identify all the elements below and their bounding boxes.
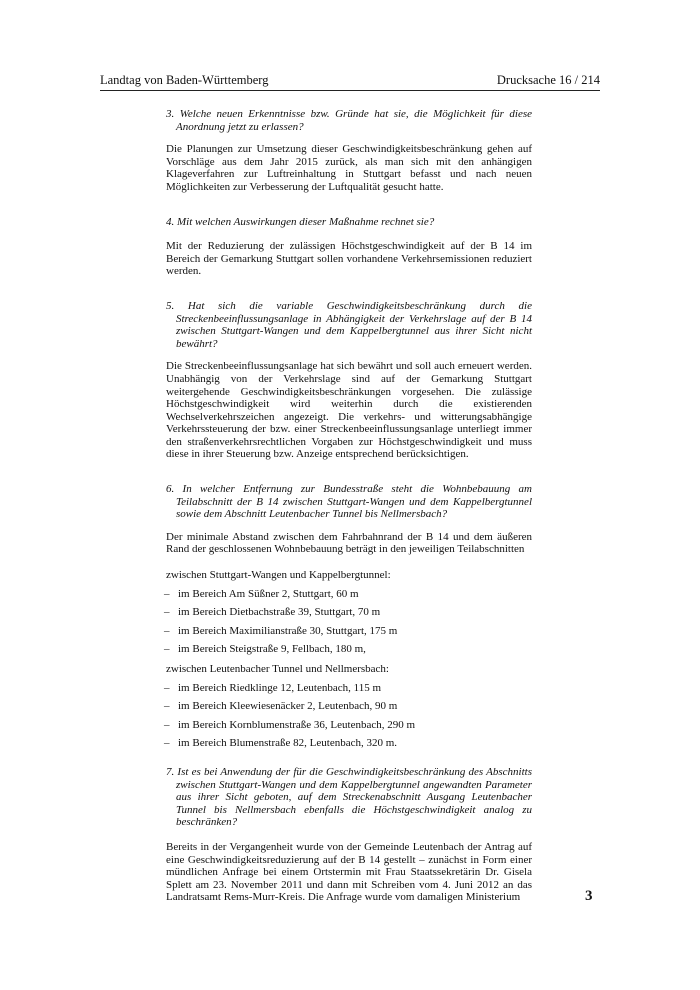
list-item: – im Bereich Steigstraße 9, Fellbach, 180 m, bbox=[166, 643, 532, 656]
section-intro-leutenbach-nellmersbach: zwischen Leutenbacher Tunnel und Nellmersbach: bbox=[166, 663, 389, 675]
document-body bbox=[166, 108, 532, 904]
answer-7: Bereits in der Vergangenheit wurde von der Gemeinde Leutenbach der Antrag auf eine Geschwindigkeitsreduzierung auf der B 14 gestellt – zunächst in Form einer mündlichen Anfrage bei einem Ortstermin mit Frau Staatssekretärin Dr. Gisela Splett am 23. November 2011 und dann mit Schreiben vom 4. Juni 2012 an das Landratsamt Rems-Murr-Kreis. Die Anfrage wurde vom damaligen Ministerium bbox=[166, 840, 532, 904]
question-3: 3. Welche neuen Erkenntnisse bzw. Gründe hat sie, die Möglichkeit für diese Anordnung jetzt zu erlassen? bbox=[166, 108, 532, 133]
list-item: – im Bereich Blumenstraße 82, Leutenbach, 320 m. bbox=[166, 737, 532, 750]
question-4: 4. Mit welchen Auswirkungen dieser Maßnahme rechnet sie? bbox=[166, 215, 435, 228]
list-item: – im Bereich Maximilianstraße 30, Stuttgart, 175 m bbox=[166, 625, 532, 638]
answer-5: Die Streckenbeeinflussungsanlage hat sich bewährt und soll auch erneuert werden. Unabhängig von der Verkehrslage sind auf der Gemarkung Stuttgart weitergehende Geschwindigkeitsbeschränkungen vorgesehen. Die zulässige Höchstgeschwindigkeit wird weiterhin durch die existierenden Wechselverkehrszeichen angezeigt. Die verkehrs- und witterungsabhängige Verkehrssteuerung der bzw. einer Streckenbeeinflussungsanlage unterliegt immer den straßenverkehrsrechtlichen Vorgaben zur Höchstgeschwindigkeit und muss diese in ihrer Steuerung bzw. Anzeige entsprechend berücksichtigen. bbox=[166, 360, 532, 461]
list-item: – im Bereich Dietbachstraße 39, Stuttgart, 70 m bbox=[166, 606, 532, 619]
distance-list-wangen-kappelberg bbox=[166, 588, 532, 656]
header-parliament-name: Landtag von Baden-Württemberg bbox=[100, 73, 269, 87]
page-header bbox=[100, 70, 600, 90]
distance-list-leutenbach-nellmersbach bbox=[166, 682, 532, 750]
page-number: 3 bbox=[585, 888, 593, 904]
question-7: 7. Ist es bei Anwendung der für die Geschwindigkeitsbeschränkung des Abschnitts zwischen Stuttgart-Wangen und dem Kappelbergtunnel angewandten Parameter aus ihrer Sicht geboten, auf dem Streckenabschnitt Ausgang Leutenbacher Tunnel bis Nellmersbach ebenfalls die Höchstgeschwindigkeit analog zu beschränken? bbox=[166, 765, 532, 829]
question-6: 6. In welcher Entfernung zur Bundesstraße steht die Wohnbebauung am Teilabschnitt der B 14 zwischen Stuttgart-Wangen und dem Kappelbergtunnel sowie dem Abschnitt Leutenbacher Tunnel bis Nellmersbach? bbox=[166, 483, 532, 521]
list-item: – im Bereich Riedklinge 12, Leutenbach, 115 m bbox=[166, 682, 532, 695]
header-rule bbox=[100, 90, 600, 91]
answer-4: Mit der Reduzierung der zulässigen Höchstgeschwindigkeit auf der B 14 im Bereich der Gemarkung Stuttgart sollen vorhandene Verkehrsemissionen reduziert werden. bbox=[166, 240, 532, 278]
section-intro-wangen-kappelberg: zwischen Stuttgart-Wangen und Kappelbergtunnel: bbox=[166, 569, 391, 582]
list-item: – im Bereich Kleewiesenäcker 2, Leutenbach, 90 m bbox=[166, 700, 532, 713]
question-5: 5. Hat sich die variable Geschwindigkeitsbeschränkung durch die Streckenbeeinflussungsanlage in Abhängigkeit der Verkehrslage auf der B 14 zwischen Stuttgart-Wangen und dem Kappelbergtunnel aus ihrer Sicht nicht bewährt? bbox=[166, 299, 532, 350]
answer-3: Die Planungen zur Umsetzung dieser Geschwindigkeitsbeschränkung gehen auf Vorschläge aus dem Jahr 2015 zurück, als man sich mit den anhängigen Klageverfahren zur Luftreinhaltung in Stuttgart befasst und nach neuen Möglichkeiten zur Verbesserung der Luftqualität gesucht hatte. bbox=[166, 143, 532, 193]
answer-6: Der minimale Abstand zwischen dem Fahrbahnrand der B 14 und dem äußeren Rand der geschlossenen Wohnbebauung beträgt in den jeweiligen Teilabschnitten bbox=[166, 530, 532, 556]
list-item: – im Bereich Kornblumenstraße 36, Leutenbach, 290 m bbox=[166, 719, 532, 732]
list-item: – im Bereich Am Süßner 2, Stuttgart, 60 m bbox=[166, 588, 532, 601]
header-document-number: Drucksache 16 / 214 bbox=[496, 73, 600, 87]
